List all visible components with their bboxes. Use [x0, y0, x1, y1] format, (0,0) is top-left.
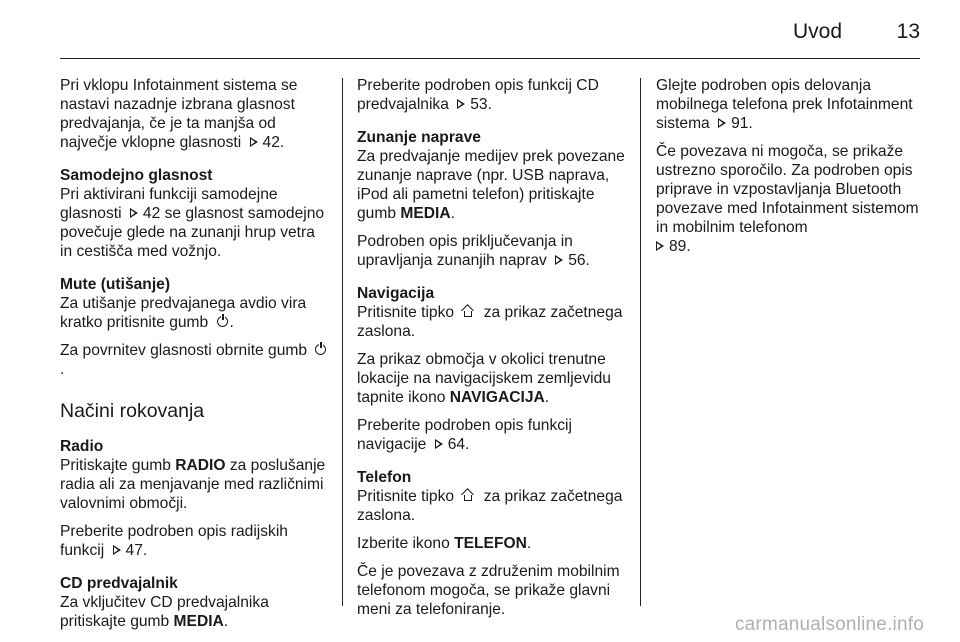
paragraph-external-more: Podroben opis priključevanja in upravljanja zunanjih naprav 56. [357, 233, 590, 269]
subheading: Mute (utišanje) [60, 276, 171, 293]
key-label: MEDIA [173, 613, 224, 630]
power-knob-icon [315, 344, 326, 355]
paragraph-mute: Mute (utišanje) Za utišanje predvajanega avdio vira kratko pritisnite gumb . [60, 275, 330, 332]
subheading: CD predvajalnik [60, 575, 178, 592]
paragraph-radio: Radio Pritiskajte gumb RADIO za poslušanje radia ali za menjavanje med različnimi valovnimi območji. [60, 437, 330, 513]
paragraph-navigation: Navigacija Pritisnite tipko za prikaz začetnega zaslona. [357, 284, 629, 341]
column-1 [60, 76, 330, 640]
subheading: Navigacija [357, 285, 435, 302]
page-reference-icon [555, 255, 563, 265]
column-2 [357, 76, 629, 628]
page-reference: 64. [447, 436, 470, 453]
key-label: RADIO [175, 457, 226, 474]
header-rule [60, 58, 920, 59]
page-reference: 42 [142, 205, 161, 222]
paragraph-phone-connected: Če je povezava z združenim mobilnim telefonom mogoča, se prikaže glavni meni za telefoniranje. [357, 563, 620, 618]
paragraph-restore-volume: Za povrnitev glasnosti obrnite gumb . [60, 341, 330, 379]
page-reference-icon [250, 137, 258, 147]
section-heading: Načini rokovanja [60, 400, 205, 422]
key-label: NAVIGACIJA [449, 389, 545, 406]
paragraph-external: Zunanje naprave Za predvajanje medijev prek povezane zunanje naprave (npr. USB naprava, iPod ali pametni telefon) pritiskajte gumb MEDIA. [357, 128, 629, 223]
paragraph-bluetooth: Če povezava ni mogoča, se prikaže ustrezno sporočilo. Za podroben opis priprave in vzpostavljanja Bluetooth povezave med Infotainment sistemom in mobilnim telefonom 89. [656, 143, 919, 255]
page-reference: 47. [125, 542, 148, 559]
key-label: MEDIA [400, 205, 451, 222]
home-icon [462, 305, 473, 317]
section-title: Uvod [792, 20, 842, 43]
page-number: 13 [896, 20, 920, 43]
paragraph-auto-volume: Samodejno glasnost Pri aktivirani funkciji samodejne glasnosti 42 se glasnost samodejno povečuje glede na zunanji hrup vetra in cestišča med vožnjo. [60, 166, 330, 261]
page-reference: 53. [470, 96, 492, 113]
paragraph-cd: CD predvajalnik Za vključitev CD predvajalnika pritiskajte gumb MEDIA. [60, 574, 330, 631]
power-knob-icon [217, 316, 228, 327]
paragraph-cd-more: Preberite podroben opis funkcij CD predvajalnika 53. [357, 77, 599, 113]
paragraph-phone-more: Glejte podroben opis delovanja mobilnega telefona prek Infotainment sistema 91. [656, 77, 913, 132]
page-reference-icon [113, 545, 121, 555]
page-reference-icon [130, 208, 138, 218]
paragraph-navigation-more: Preberite podroben opis funkcij navigacije 64. [357, 417, 572, 453]
paragraph-navigation-map: Za prikaz območja v okolici trenutne lokacije na navigacijskem zemljevidu tapnite ikono NAVIGACIJA. [357, 351, 611, 406]
subheading: Samodejno glasnost [60, 167, 213, 184]
subheading: Zunanje naprave [357, 129, 481, 146]
column-3 [656, 76, 924, 265]
home-icon [462, 489, 473, 501]
page-reference-icon [718, 118, 726, 128]
paragraph-startup-volume: Pri vklopu Infotainment sistema se nastavi nazadnje izbrana glasnost predvajanja, če je ta manjša od največje vklopne glasnosti 42. [60, 77, 298, 151]
page-reference-icon [435, 439, 443, 449]
paragraph-radio-more: Preberite podroben opis radijskih funkcij 47. [60, 523, 288, 559]
page-reference: 56. [568, 252, 590, 269]
column-divider [342, 78, 343, 606]
column-divider [640, 78, 641, 606]
page-reference-icon [656, 241, 664, 251]
paragraph-phone-icon: Izberite ikono TELEFON. [357, 535, 532, 552]
page-reference-icon [457, 99, 465, 109]
watermark: carmanualsonline.info [734, 614, 924, 635]
page-reference: 42. [262, 134, 285, 151]
key-label: TELEFON [454, 535, 527, 552]
page-reference: 89. [669, 238, 691, 255]
page-header [0, 0, 960, 60]
subheading: Telefon [357, 469, 412, 486]
page-reference: 91. [731, 115, 753, 132]
paragraph-phone: Telefon Pritisnite tipko za prikaz začetnega zaslona. [357, 468, 629, 525]
subheading: Radio [60, 438, 104, 455]
